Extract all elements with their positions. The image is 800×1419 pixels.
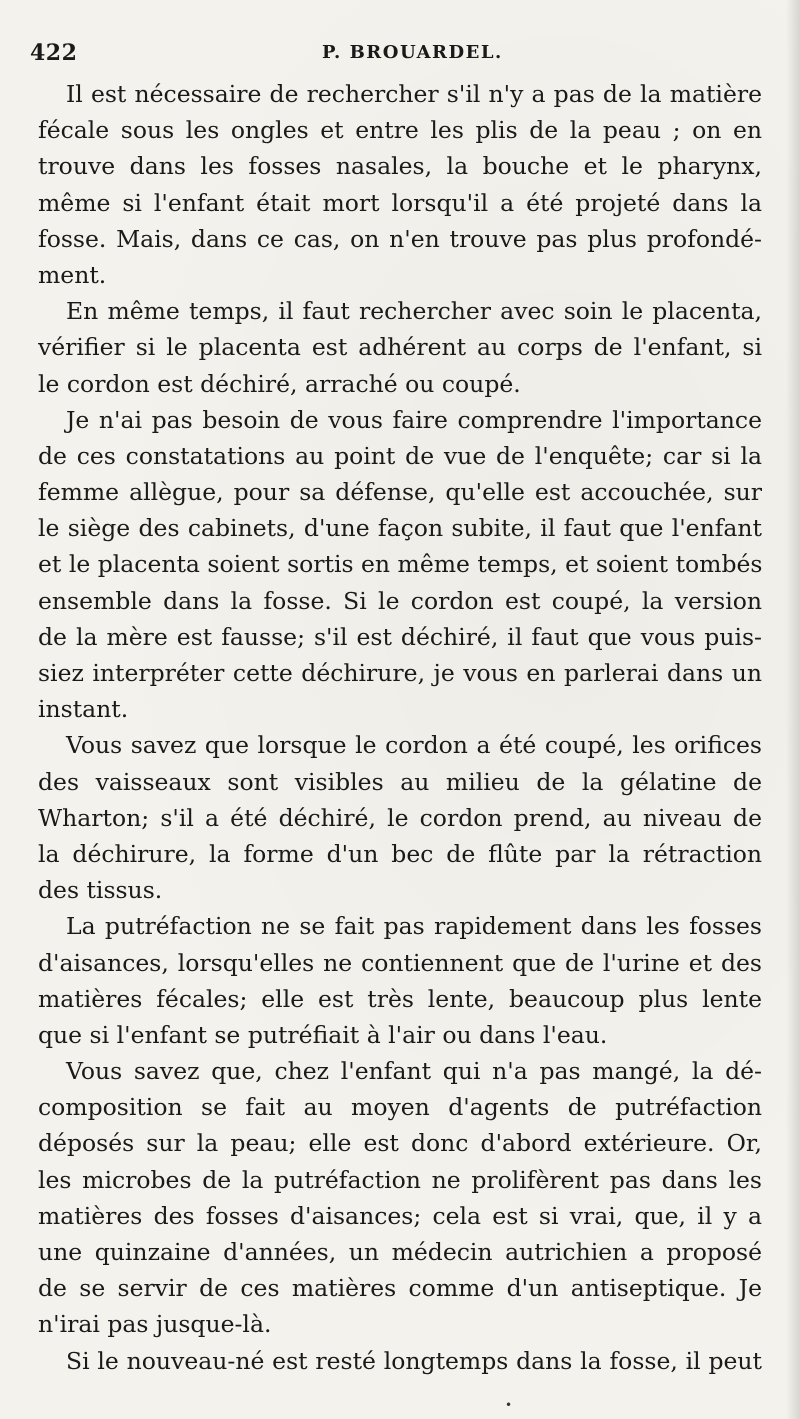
text-line: matières fécales; elle est très lente, beaucoup plus lente [38,984,762,1013]
text-line: de ces constatations au point de vue de l'enquête; car si la [38,441,762,470]
text-line: Si le nouveau-né est resté longtemps dans la fosse, il peut [66,1346,762,1375]
text-line: déposés sur la peau; elle est donc d'abord extérieure. Or, [38,1129,762,1158]
text-line: La putréfaction ne se fait pas rapidement dans les fosses [66,912,762,941]
text-line: vérifier si le placenta est adhérent au corps de l'enfant, si [38,333,762,362]
text-line: composition se fait au moyen d'agents de putréfaction [38,1093,762,1122]
body-text [38,76,762,1379]
text-line: des tissus. [38,876,163,905]
printer-mark: • [505,1398,513,1412]
text-line: même si l'enfant était mort lorsqu'il a été projeté dans la [38,188,762,217]
text-line: des vaisseaux sont visibles au milieu de la gélatine de [38,767,762,796]
text-line: d'aisances, lorsqu'elles ne contiennent que de l'urine et des [38,948,762,977]
text-line: Je n'ai pas besoin de vous faire comprendre l'importance [66,405,762,434]
text-line: n'irai pas jusque-là. [38,1310,272,1339]
text-line: En même temps, il faut rechercher avec soin le placenta, [66,297,762,326]
text-line: siez interpréter cette déchirure, je vous en parlerai dans un [38,659,762,687]
text-line: les microbes de la putréfaction ne prolifèrent pas dans les [38,1165,762,1194]
text-line: de la mère est fausse; s'il est déchiré, il faut que vous puis- [38,622,762,651]
running-head [30,40,770,74]
text-line: matières des fosses d'aisances; cela est si vrai, que, il y a [38,1201,762,1230]
text-line: Wharton; s'il a été déchiré, le cordon prend, au niveau de [38,803,762,832]
text-line: Vous savez que, chez l'enfant qui n'a pas mangé, la dé- [66,1057,762,1086]
running-head-author: P. BROUARDEL. [322,42,503,63]
page-number: 422 [30,40,78,66]
text-line: que si l'enfant se putréfiait à l'air ou dans l'eau. [38,1020,608,1049]
text-line: le siège des cabinets, d'une façon subite, il faut que l'enfant [38,514,762,543]
text-line: Vous savez que lorsque le cordon a été coupé, les orifices [66,731,762,760]
text-line: Il est nécessaire de rechercher s'il n'y a pas de la matière [66,80,762,108]
text-line: femme allègue, pour sa défense, qu'elle est accouchée, sur [38,478,762,507]
page-edge-shadow [786,0,800,1419]
text-line: fécale sous les ongles et entre les plis de la peau ; on en [38,116,762,145]
text-line: ensemble dans la fosse. Si le cordon est coupé, la version [38,586,762,615]
text-line: de se servir de ces matières comme d'un antiseptique. Je [38,1274,762,1303]
text-line: une quinzaine d'années, un médecin autrichien a proposé [38,1238,762,1266]
text-line: fosse. Mais, dans ce cas, on n'en trouve pas plus profondé- [38,224,762,253]
text-line: et le placenta soient sortis en même temps, et soient tombés [38,550,762,579]
text-line: la déchirure, la forme d'un bec de flûte par la rétraction [38,839,762,868]
text-line: le cordon est déchiré, arraché ou coupé. [38,369,521,398]
text-line: trouve dans les fosses nasales, la bouche et le pharynx, [38,152,762,181]
text-line: instant. [38,695,129,724]
text-line: ment. [38,260,107,289]
